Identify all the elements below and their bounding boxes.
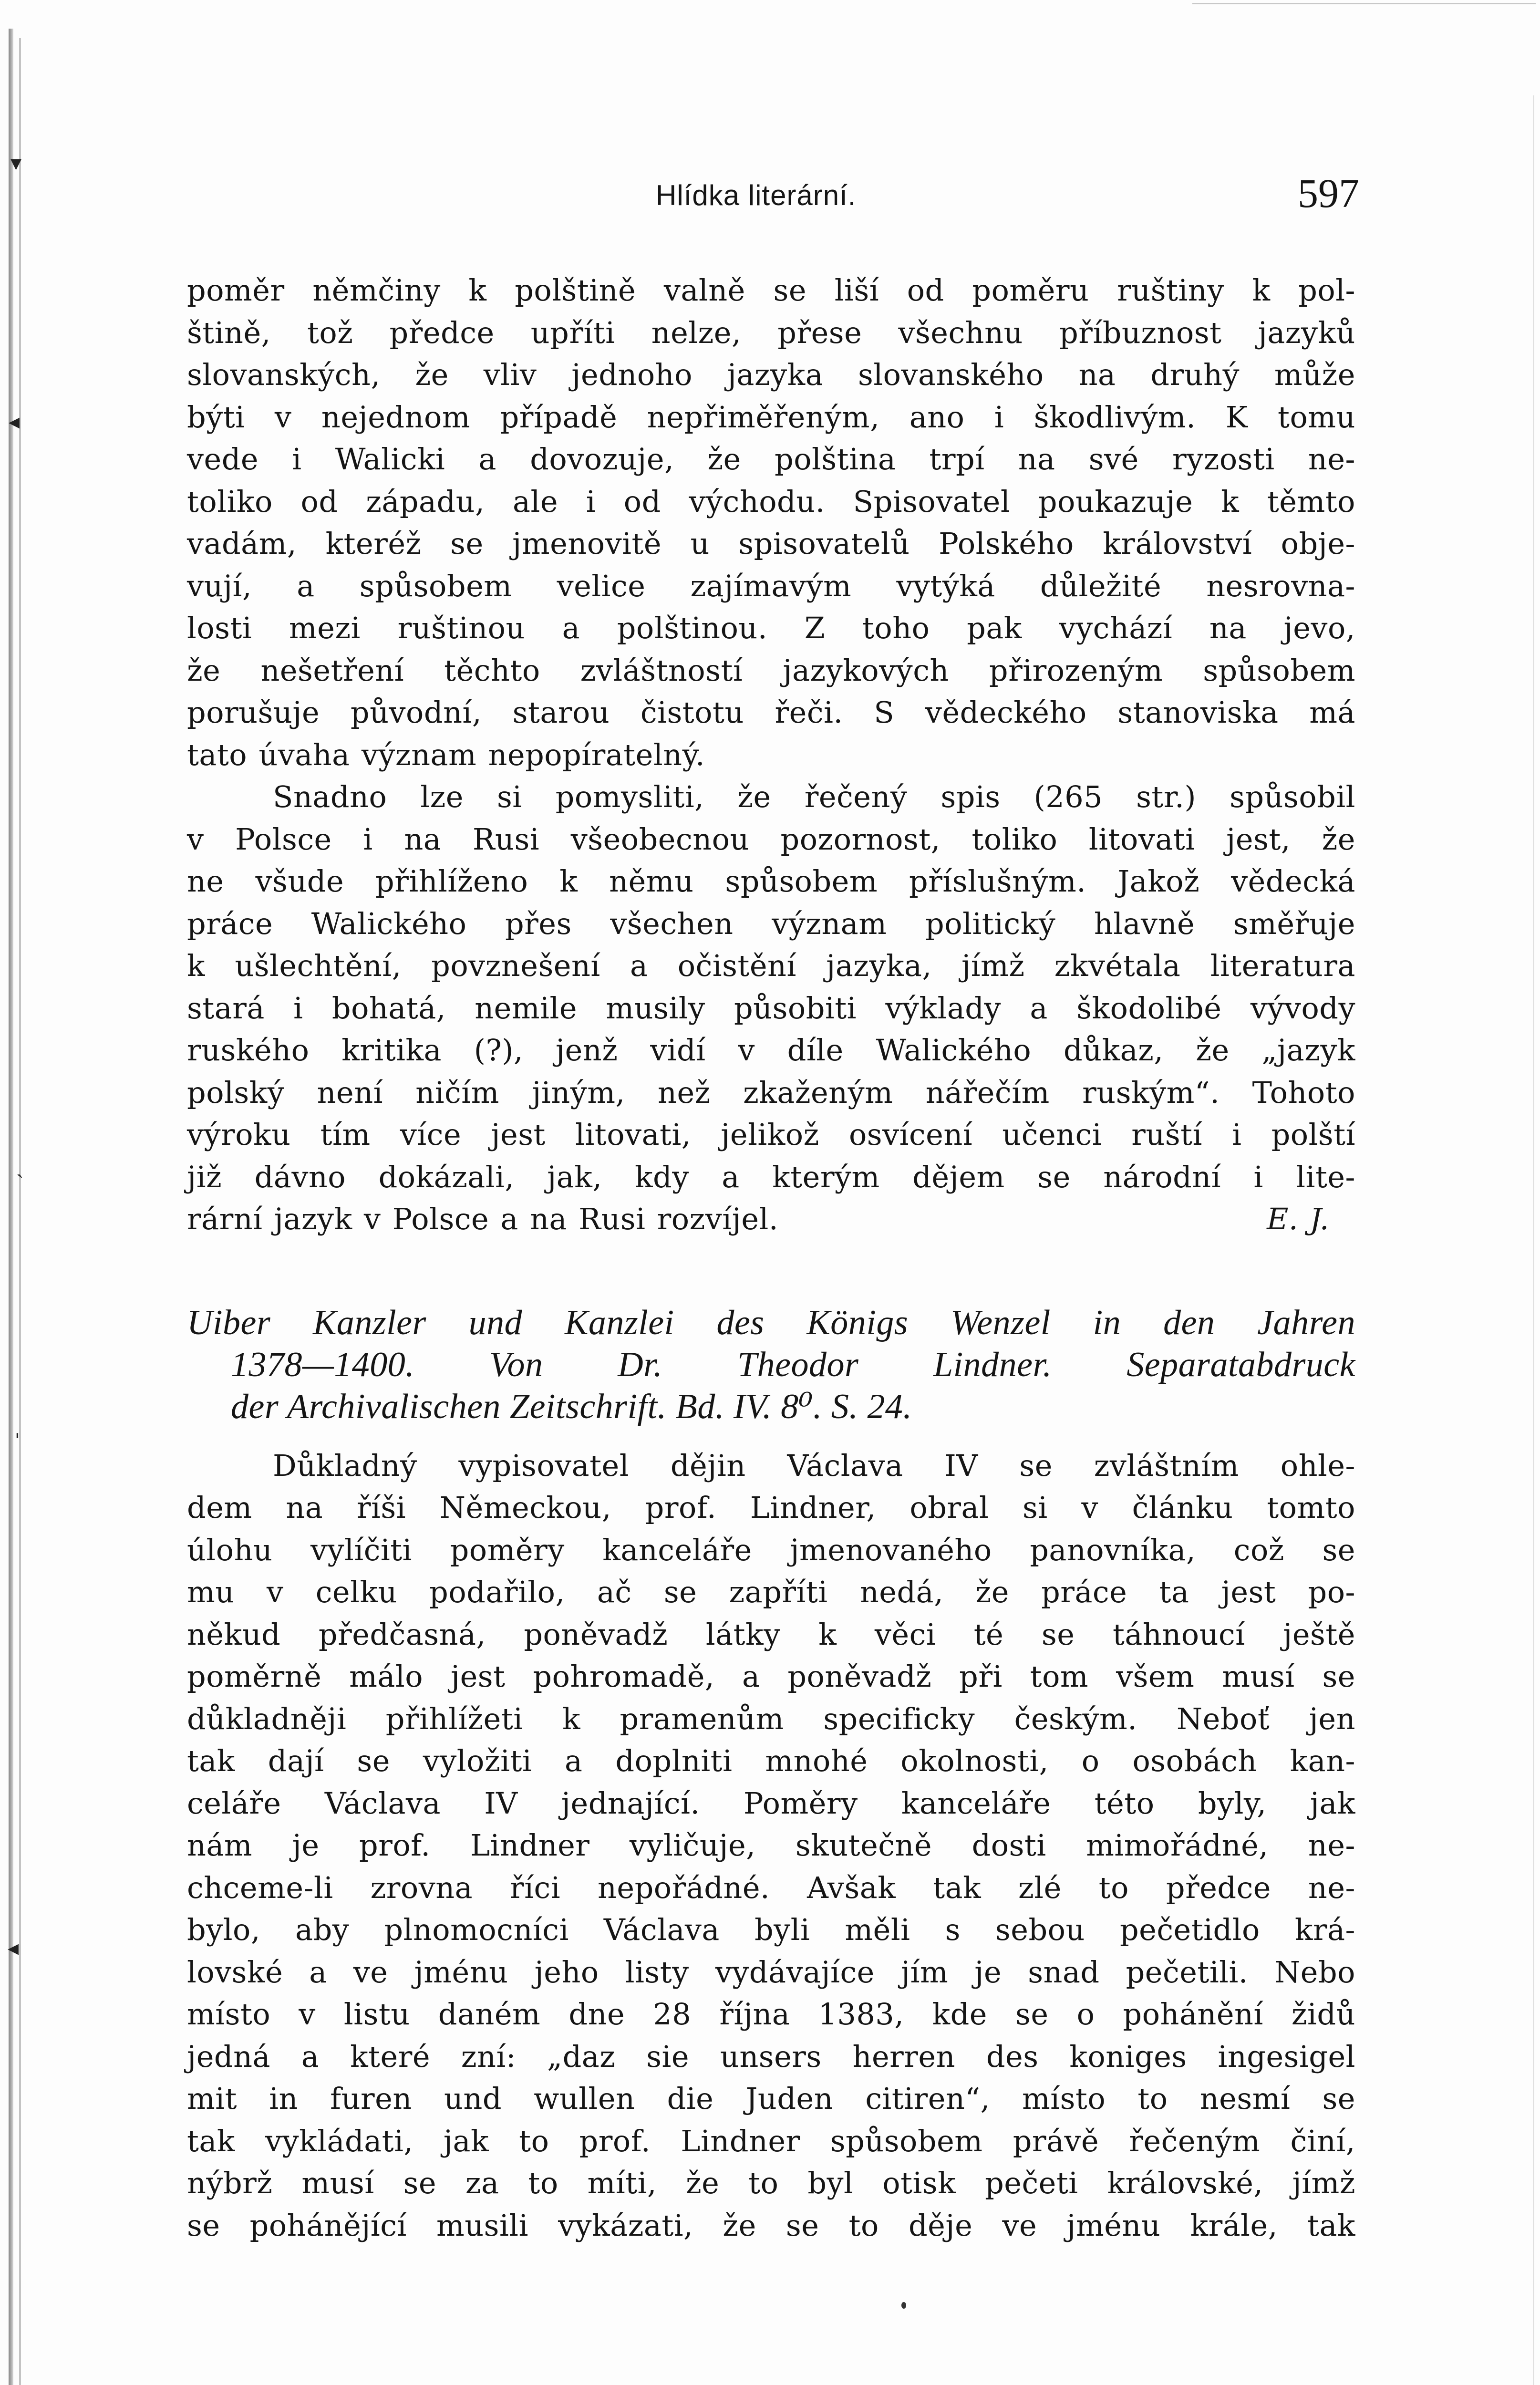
text-line: již dávno dokázali, jak, kdy a kterým dějem se národní i lite- (187, 1159, 1355, 1194)
header-title: Hlídka literární. (656, 179, 857, 211)
title-line: Uiber Kanzler und Kanzlei des Königs Wenzel in den Jahren (187, 1303, 1355, 1342)
text-line: vují, a spůsobem velice zajímavým vytýká důležité nesrovna- (187, 568, 1355, 603)
scan-arrow-mark-icon: ◂ (8, 1935, 19, 1960)
text-line: úlohu vylíčiti poměry kanceláře jmenovaného panovníka, což se (187, 1532, 1355, 1567)
text-line: vede i Walicki a dovozuje, že polština trpí na své ryzosti ne- (187, 442, 1355, 477)
text-line: stará i bohatá, nemile musily působiti výklady a škodolibé vývody (187, 990, 1355, 1026)
text-line: Důkladný vypisovatel dějin Václava IV se zvláštním ohle- (273, 1448, 1355, 1483)
text-line: býti v nejednom případě nepřiměřeným, ano i škodlivým. K tomu (187, 399, 1355, 435)
review2-paragraph-1 (187, 1445, 1355, 2247)
text-line: polský není ničím jiným, než zkaženým nářečím ruským“. Tohoto (187, 1075, 1355, 1110)
scan-tick-mark-icon: ˈ (14, 1429, 21, 1455)
text-line: se pohánějící musili vykázati, že se to děje ve jménu krále, tak (187, 2208, 1355, 2243)
text-line: výroku tím více jest litovati, jelikož osvícení učenci ruští i polští (187, 1117, 1355, 1152)
text-line: že nešetření těchto zvláštností jazykových přirozeným spůsobem (187, 653, 1355, 688)
text-line: nýbrž musí se za to míti, že to byl otisk pečeti královské, jímž (187, 2166, 1355, 2200)
text-line: chceme-li zrovna říci nepořádné. Avšak tak zlé to předce ne- (187, 1870, 1355, 1905)
text-line: tak dají se vyložiti a doplniti mnohé okolnosti, o osobách kan- (187, 1743, 1355, 1778)
text-line: poměrně málo jest pohromadě, a poněvadž při tom všem musí se (187, 1659, 1355, 1694)
text-line: losti mezi ruštinou a polštinou. Z toho pak vychází na jevo, (187, 611, 1355, 645)
text-line: někud předčasná, poněvadž látky k věci té se táhnoucí ještě (187, 1617, 1355, 1652)
review-signature: E. J. (1267, 1202, 1329, 1236)
text-line: k ušlechtění, povznešení a očistění jazyka, jímž zkvétala literatura (187, 948, 1355, 983)
text-line: porušuje původní, starou čistotu řeči. S vědeckého stanoviska má (187, 695, 1355, 730)
text-line-signed (187, 1198, 1355, 1241)
text-line: poměr němčiny k polštině valně se liší od poměru ruštiny k pol- (187, 273, 1355, 308)
title-line: 1378—1400. Von Dr. Theodor Lindner. Separatabdruck (231, 1345, 1355, 1384)
scan-edge-left (9, 29, 13, 2385)
page-body (187, 270, 1355, 2247)
page-number: 597 (1298, 170, 1359, 216)
text-line: mu v celku podařilo, ač se zapříti nedá, že práce ta jest po- (187, 1575, 1355, 1609)
scan-arrow-mark-icon: ◂ (9, 408, 20, 434)
text-line: tak vykládati, jak to prof. Lindner spůsobem právě řečeným činí, (187, 2123, 1355, 2158)
text-line: štině, tož předce upříti nelze, přese všechnu příbuznost jazyků (187, 315, 1355, 350)
scan-edge-top (1192, 3, 1536, 4)
review2-title (187, 1302, 1355, 1428)
title-line: der Archivalischen Zeitschrift. Bd. IV. 8⁰. S. 24. (231, 1387, 912, 1426)
text-line: jedná a které zní: „daz sie unsers herren des koniges ingesigel (187, 2039, 1355, 2074)
text-line: v Polsce i na Rusi všeobecnou pozornost, toliko litovati jest, že (187, 821, 1355, 857)
text-line: tato úvaha význam nepopíratelný. (187, 737, 705, 772)
text-line: mit in furen und wullen die Juden citiren“, místo to nesmí se (187, 2081, 1355, 2116)
running-header (186, 169, 1359, 222)
scan-dot-mark (901, 2302, 906, 2309)
text-line: toliko od západu, ale i od východu. Spisovatel poukazuje k těmto (187, 484, 1355, 519)
scan-arrow-mark-icon: ▾ (10, 150, 22, 176)
text-line: bylo, aby plnomocníci Václava byli měli s sebou pečetidlo krá- (187, 1912, 1355, 1947)
text-line: Snadno lze si pomysliti, že řečený spis (265 str.) spůsobil (273, 779, 1355, 814)
text-line: důkladněji přihlížeti k pramenům specificky českým. Neboť jen (187, 1701, 1355, 1736)
review1-paragraph-2 (187, 776, 1355, 1241)
scan-edge-right (1533, 95, 1534, 2385)
scan-tick-mark-icon: ˎ (16, 1152, 24, 1178)
text-line-content: rární jazyk v Polsce a na Rusi rozvíjel. (187, 1202, 779, 1236)
text-line: slovanských, že vliv jednoho jazyka slovanského na druhý může (187, 357, 1355, 392)
text-line: vadám, kteréž se jmenovitě u spisovatelů Polského království obje- (187, 526, 1355, 561)
text-line: celáře Václava IV jednající. Poměry kanceláře této byly, jak (187, 1785, 1355, 1821)
text-line: lovské a ve jménu jeho listy vydávajíce jím je snad pečetili. Nebo (187, 1954, 1355, 1990)
text-line: nám je prof. Lindner vyličuje, skutečně dosti mimořádné, ne- (187, 1828, 1355, 1863)
text-line: dem na říši Německou, prof. Lindner, obral si v článku tomto (187, 1490, 1355, 1525)
review1-paragraph-1 (187, 270, 1355, 776)
text-line: místo v listu daném dne 28 října 1383, kde se o pohánění židů (187, 1997, 1355, 2032)
text-line: ruského kritika (?), jenž vidí v díle Walického důkaz, že „jazyk (187, 1033, 1355, 1068)
scan-edge-left-inner (19, 38, 21, 2385)
text-line: ne všude přihlíženo k němu spůsobem příslušným. Jakož vědecká (187, 864, 1355, 899)
text-line: práce Walického přes všechen význam politický hlavně směřuje (187, 906, 1355, 941)
